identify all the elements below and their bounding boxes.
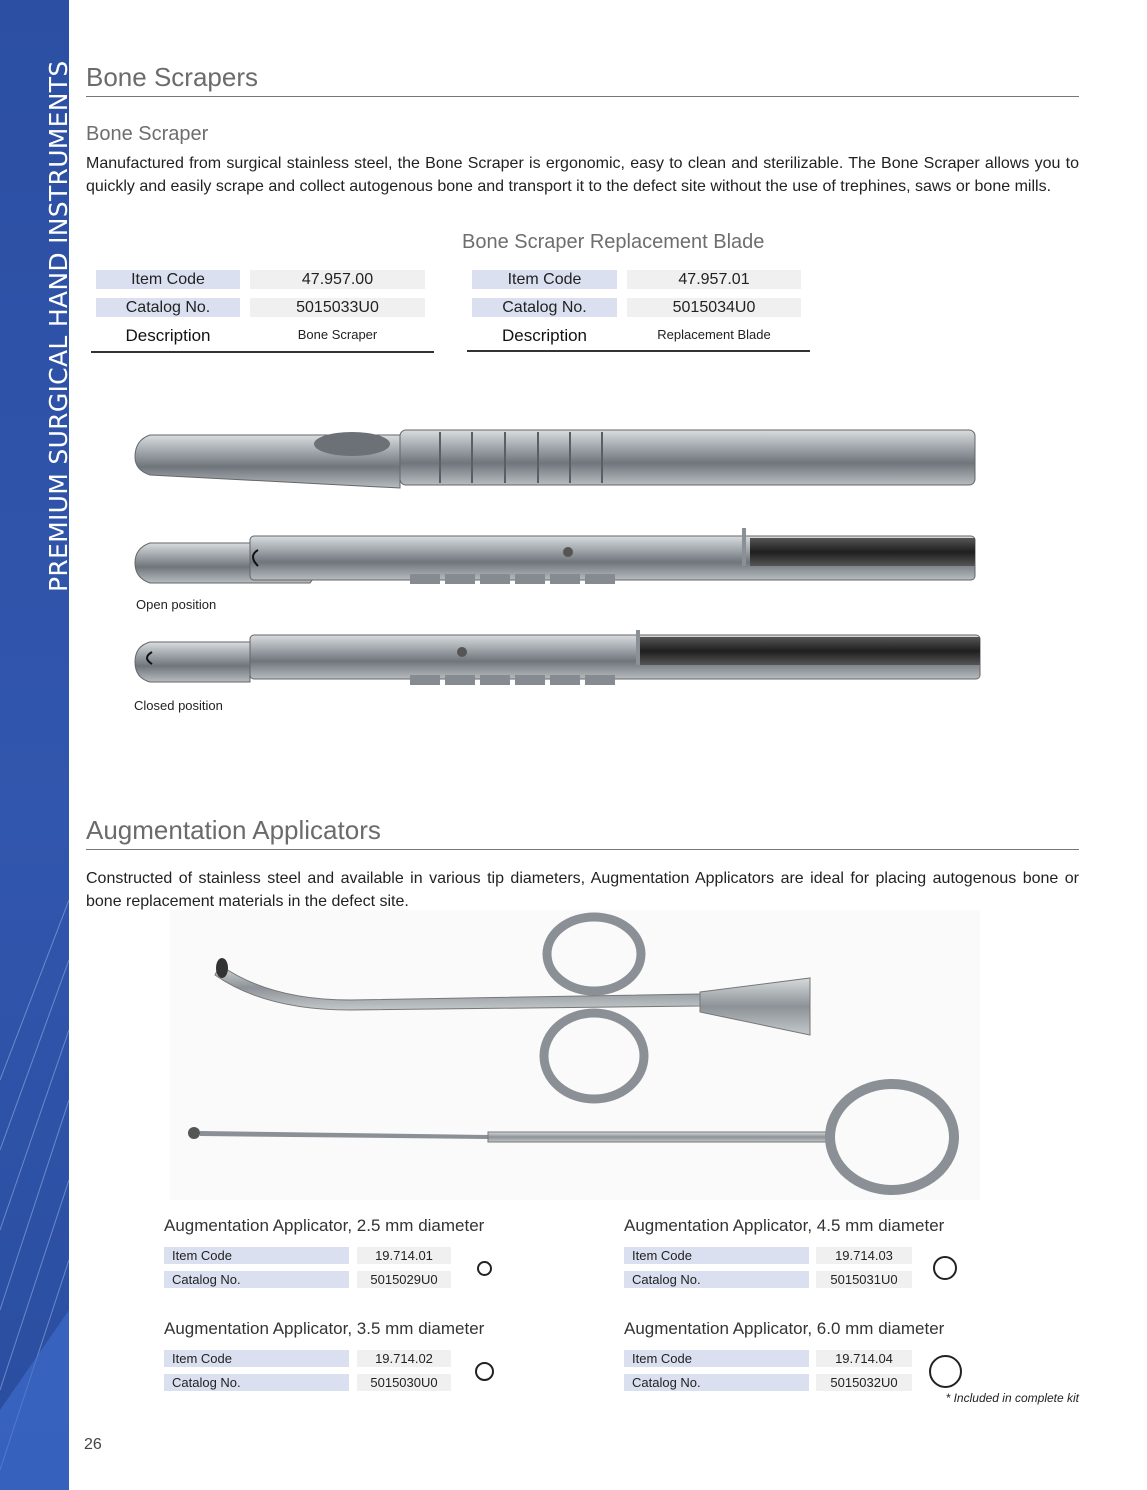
augmentation-heading: Augmentation Applicators [86, 815, 381, 845]
description-value: Replacement Blade [657, 327, 771, 342]
catalog-label: Catalog No. [624, 1271, 809, 1288]
item-code-label: Item Code [624, 1350, 809, 1367]
diameter-circle-icon [475, 1362, 494, 1381]
augmentation-applicator-image [170, 910, 980, 1200]
catalog-label: Catalog No. [164, 1374, 349, 1391]
catalog-value: 5015034U0 [627, 298, 801, 317]
bone-scraper-image [130, 420, 990, 720]
product-title: Augmentation Applicator, 3.5 mm diameter [164, 1319, 485, 1338]
item-code-value: 19.714.03 [816, 1247, 912, 1264]
catalog-value: 5015033U0 [250, 298, 425, 317]
catalog-label: Catalog No. [96, 298, 240, 317]
open-position-caption: Open position [136, 597, 217, 612]
footnote: * Included in complete kit [945, 1391, 1079, 1405]
product-title: Augmentation Applicator, 2.5 mm diameter [164, 1216, 485, 1235]
bone-scraper-description: Manufactured from surgical stainless steel, the Bone Scraper is ergonomic, easy to clean and sterilizable. The Bone Scraper allows you to quickly and easily scrape and collect autogenous bone and transport it to the defect site without the use of trephines, saws or bone mills. [86, 155, 1079, 195]
catalog-label: Catalog No. [164, 1271, 349, 1288]
diameter-circle-icon [929, 1355, 962, 1388]
description-label: Description [125, 326, 211, 345]
sidebar [0, 0, 73, 1490]
item-code-label: Item Code [624, 1247, 809, 1264]
item-code-label: Item Code [472, 270, 617, 289]
diameter-circle-icon [477, 1261, 492, 1276]
catalog-value: 5015031U0 [816, 1271, 912, 1288]
closed-position-caption: Closed position [134, 698, 223, 713]
table-underline [467, 350, 810, 352]
table-underline [91, 351, 434, 353]
catalog-value: 5015030U0 [357, 1374, 451, 1391]
item-code-value: 19.714.04 [816, 1350, 912, 1367]
item-code-label: Item Code [96, 270, 240, 289]
sidebar-title: PREMIUM SURGICAL HAND INSTRUMENTS [44, 60, 73, 592]
page-number: 26 [84, 1436, 102, 1453]
bone-scrapers-heading: Bone Scrapers [86, 62, 258, 92]
catalog-label: Catalog No. [472, 298, 617, 317]
product-title: Augmentation Applicator, 4.5 mm diameter [624, 1216, 945, 1235]
diameter-circle-icon [933, 1256, 957, 1280]
item-code-label: Item Code [164, 1247, 349, 1264]
replacement-blade-heading: Bone Scraper Replacement Blade [462, 231, 765, 253]
augmentation-description: Constructed of stainless steel and available in various tip diameters, Augmentation Applicators are ideal for placing autogenous bone or bone replacement materials in the defect site. [86, 870, 1079, 910]
catalog-value: 5015032U0 [816, 1374, 912, 1391]
description-label: Description [501, 326, 588, 345]
description-value: Bone Scraper [297, 327, 378, 342]
item-code-value: 19.714.01 [357, 1247, 451, 1264]
item-code-value: 47.957.00 [250, 270, 425, 289]
bone-scraper-subheading: Bone Scraper [86, 123, 209, 145]
catalog-value: 5015029U0 [357, 1271, 451, 1288]
item-code-value: 19.714.02 [357, 1350, 451, 1367]
catalog-label: Catalog No. [624, 1374, 809, 1391]
heading-rule [86, 96, 1079, 97]
item-code-label: Item Code [164, 1350, 349, 1367]
heading-rule [86, 849, 1079, 850]
item-code-value: 47.957.01 [627, 270, 801, 289]
product-title: Augmentation Applicator, 6.0 mm diameter [624, 1319, 945, 1338]
